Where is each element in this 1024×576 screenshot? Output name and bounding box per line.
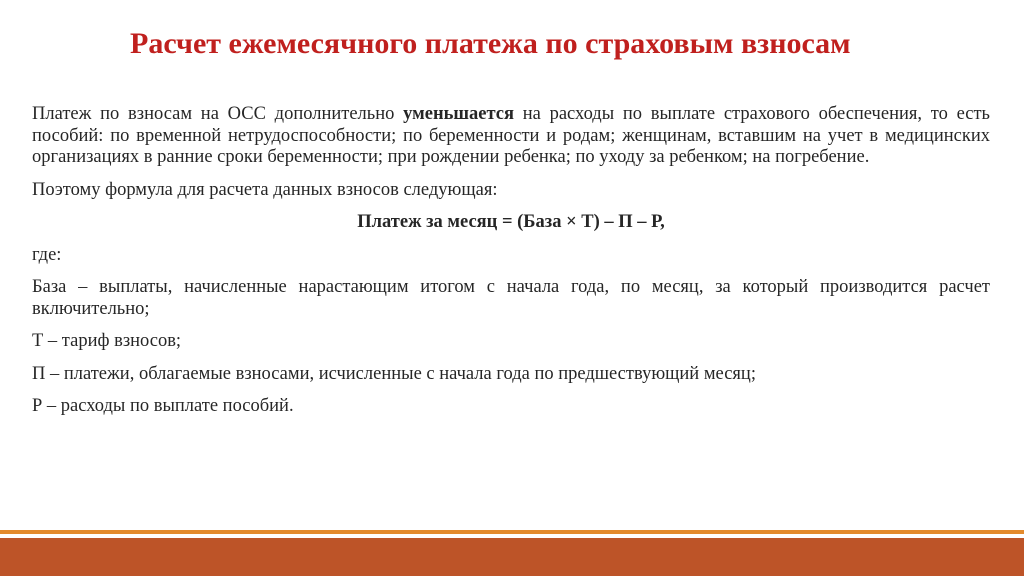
intro-text-start: Платеж по взносам на ОСС дополнительно: [32, 104, 404, 124]
slide-content: [32, 104, 990, 429]
definition-base: База – выплаты, начисленные нарастающим итогом с начала года, по месяц, за который производится расчет включительно;: [32, 277, 990, 319]
definition-expenses: Р – расходы по выплате пособий.: [32, 396, 294, 416]
footer-bar: [0, 538, 1024, 576]
definition-tariff: Т – тариф взносов;: [32, 331, 182, 351]
slide-title: Расчет ежемесячного платежа по страховым взносам: [130, 27, 851, 60]
definition-payments: П – платежи, облагаемые взносами, исчисленные с начала года по предшествующий месяц;: [32, 363, 756, 384]
footer-accent-line: [0, 530, 1024, 534]
intro-paragraph: [32, 104, 990, 169]
intro-bold-word: уменьшается: [403, 104, 514, 124]
formula-intro: Поэтому формула для расчета данных взносов следующая:: [32, 179, 498, 200]
intro-text-end: на расходы по выплате страхового обеспечения, то есть пособий: по временной нетрудоспособности; по беременности и родам; женщинам, вставшим на учет в медицинских организациях в ранние сроки беременности; при рождении ребенка; по уходу за ребенком; на погребение.: [32, 104, 990, 167]
where-label: где:: [32, 244, 62, 265]
formula: Платеж за месяц = (База × Т) – П – Р,: [357, 212, 665, 232]
